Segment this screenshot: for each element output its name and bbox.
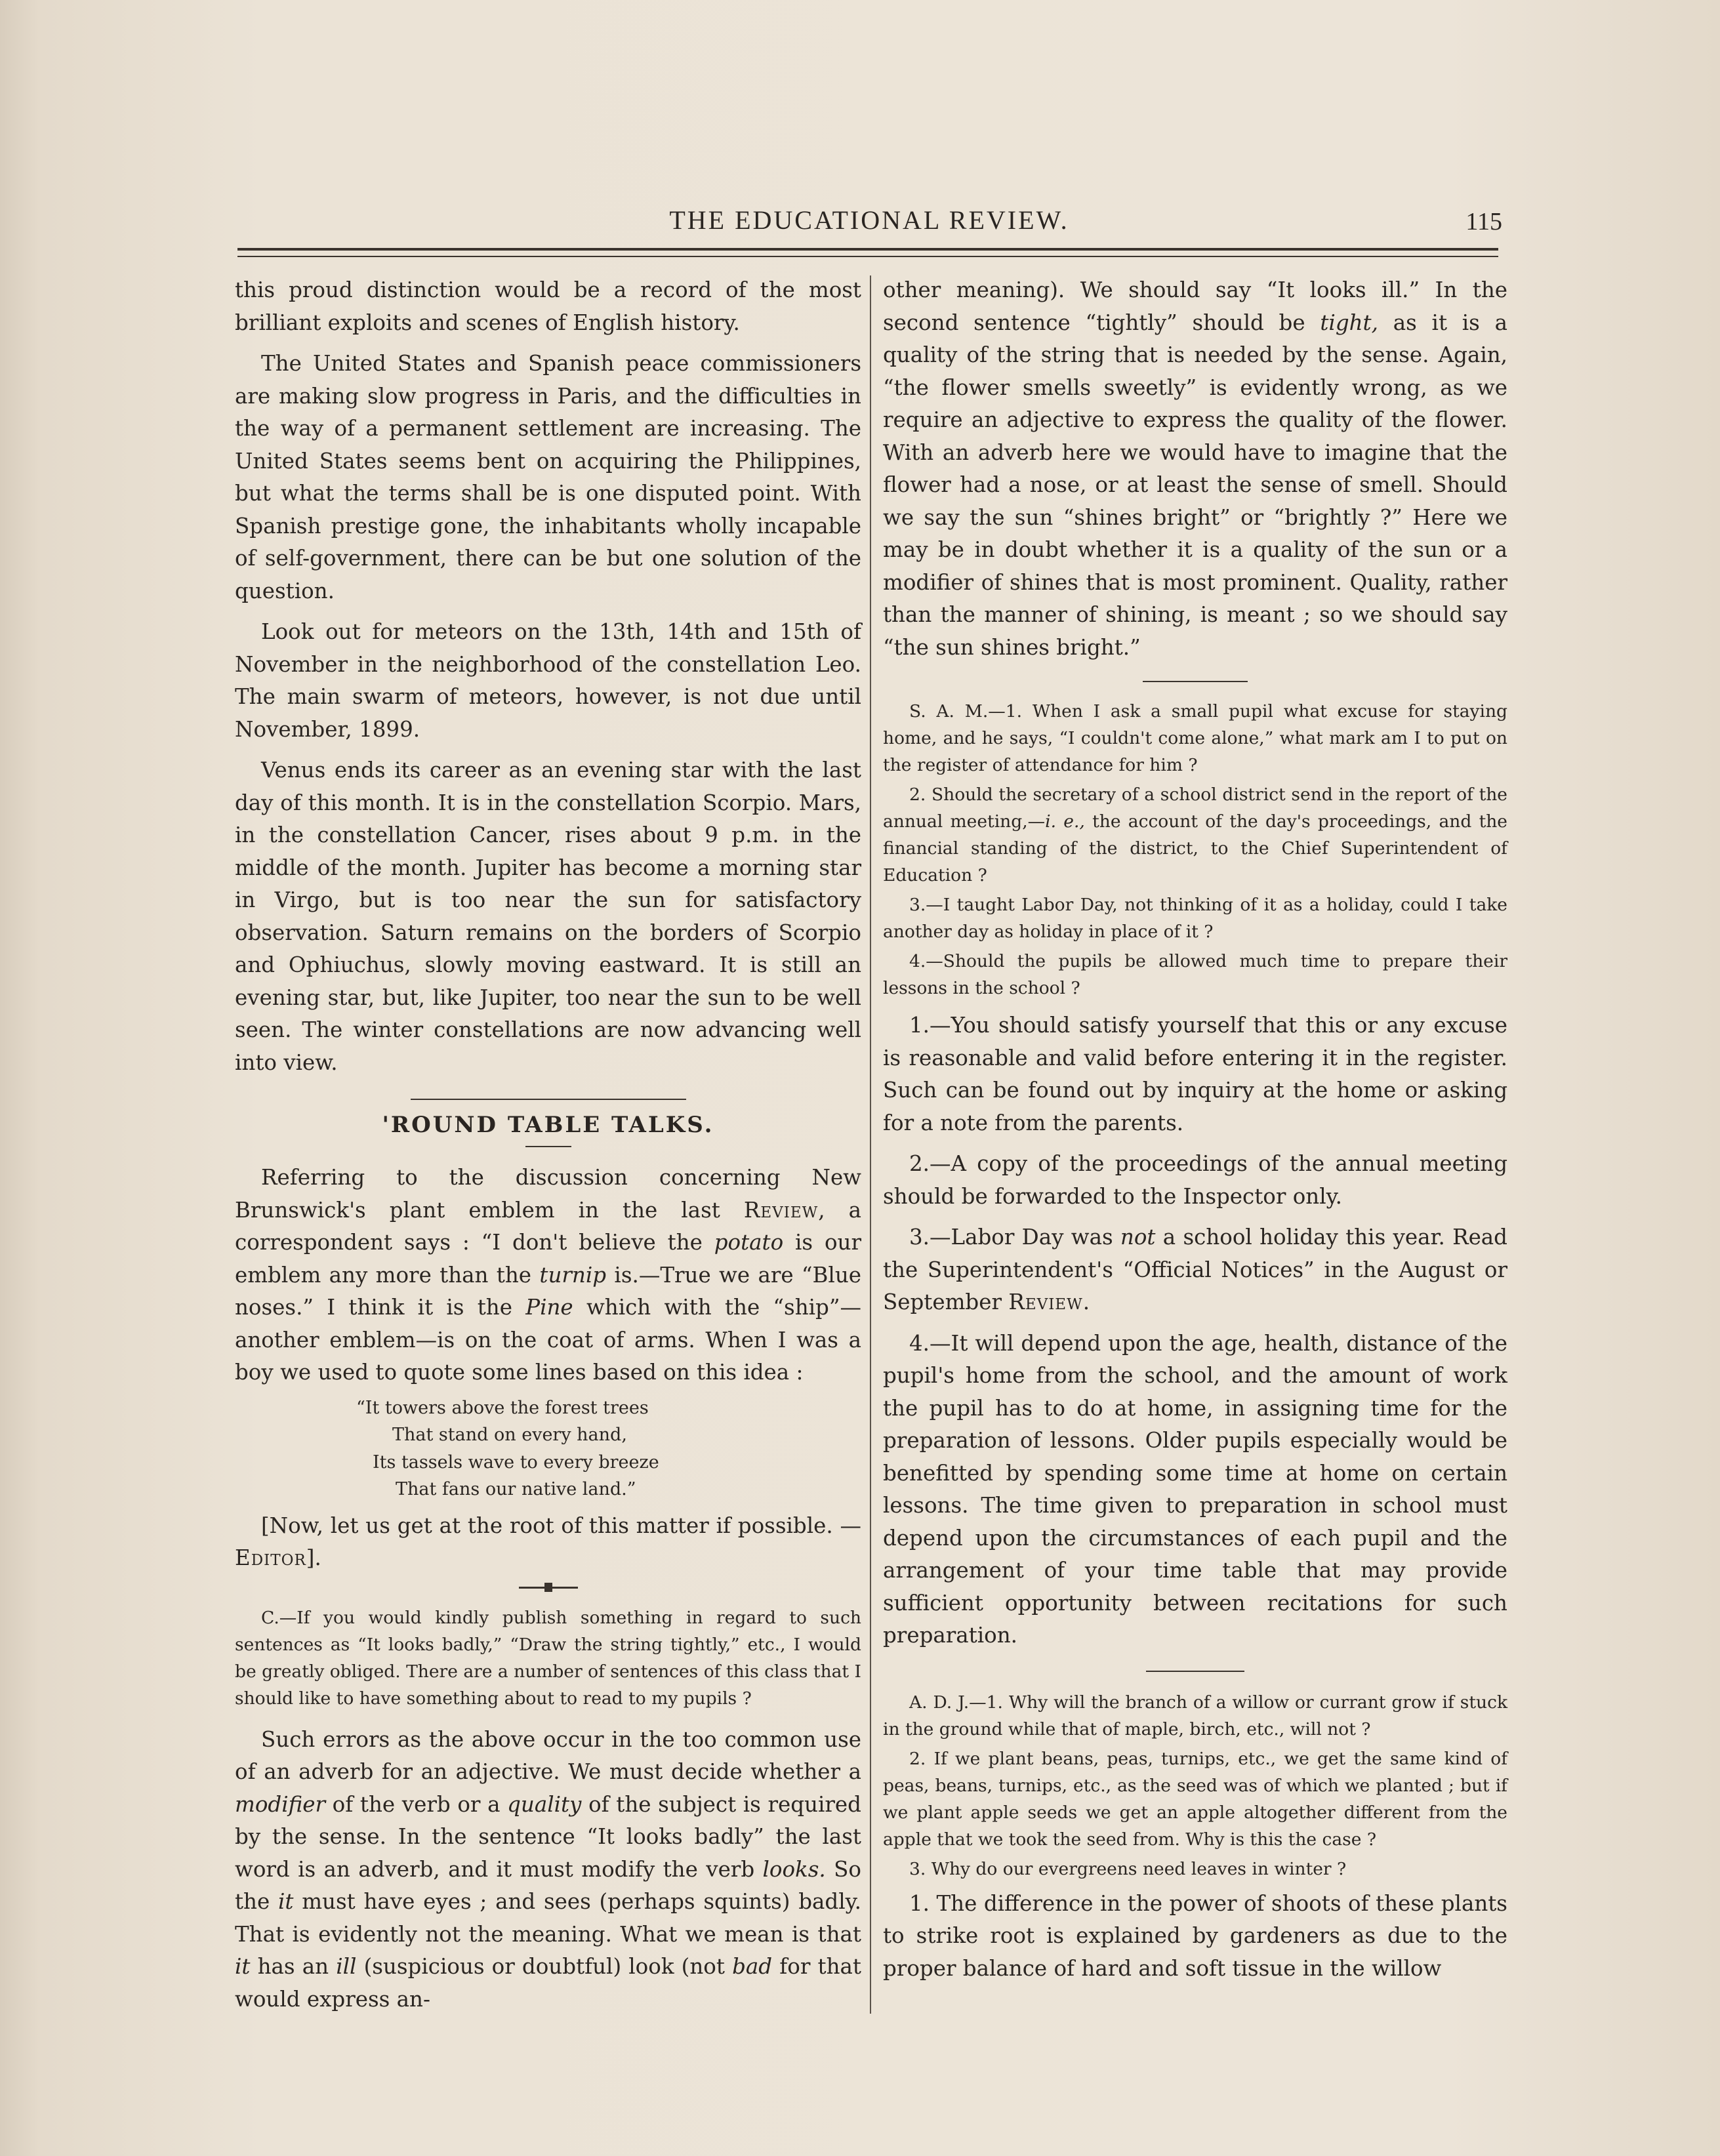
editor-note: [Now, let us get at the root of this matter if possible. —Editor].	[235, 1513, 861, 1570]
answer-text: 2.—A copy of the proceedings of the annual meeting should be forwarded to the Inspector only.	[883, 1151, 1507, 1209]
question-text: 3. Why do our evergreens need leaves in winter ?	[909, 1858, 1347, 1879]
heading-underline	[525, 1146, 571, 1147]
answer-text: 1.—You should satisfy yourself that this or any excuse is reasonable and valid before entering it in the register. Such can be found out by inquiry at the home or asking for a note from the parents.	[883, 1013, 1507, 1135]
answer-text: 4.—It will depend upon the age, health, distance of the pupil's home from the school, and the amount of work the pupil has to do at home, in assigning time for the preparation of lessons. Older pupils especially would be benefitted by spending some time at home on certain lessons. The time given to preparation in school must depend upon the circumstances of each pupil and the arrangement of your time table that may provide sufficient opportunity between recitations for such preparation.	[883, 1330, 1507, 1648]
answer-c-continuation: other meaning). We should say “It looks ill.” In the second sentence “tightly” should be tight, as it is a quality of the string that is needed by the sense. Again, “the flower smells sweetly” is evidently wrong, as we require an adjective to express the quality of the flower. With an adverb here we would have to imagine that the flower had a nose, or at least the sense of smell. Should we say the sun “shines bright” or “brightly ?” Here we may be in doubt whether it is a quality of the sun or a modifier of shines that is most prominent. Quality, rather than the manner of shining, is meant ; so we should say “the sun shines bright.”	[883, 277, 1507, 660]
question-text: 4.—Should the pupils be allowed much time to prepare their lessons in the school ?	[883, 951, 1507, 998]
section-heading: 'ROUND TABLE TALKS.	[382, 1112, 714, 1138]
answer-text: 3.—Labor Day was not a school holiday this year. Read the Superintendent's “Official Notices” in the August or September Review.	[883, 1225, 1507, 1314]
questions-sam	[883, 698, 1507, 1002]
paragraph-plant-emblem: Referring to the discussion concerning New Brunswick's plant emblem in the last Review, a correspondent says : “I don't believe the potato is our emblem any more than the turnip is.—True we are “Blue noses.” I think it is the Pine which with the “ship”—another emblem—is on the coat of arms. When I was a boy we used to quote some lines based on this idea :	[235, 1165, 861, 1385]
question-text: 2. If we plant beans, peas, turnips, etc., we get the same kind of peas, beans, turnips, etc., as the seed was of which we planted ; but if we plant apple seeds we get an apple altogether different from the apple that we took the seed from. Why is this the case ?	[883, 1748, 1507, 1850]
question-text: A. D. J.—1. Why will the branch of a willow or currant grow if stuck in the ground while that of maple, birch, etc., will not ?	[883, 1692, 1507, 1739]
poem-line: That stand on every hand,	[392, 1425, 627, 1445]
paragraph-meteors: Look out for meteors on the 13th, 14th and 15th of November in the neighborhood of the constellation Leo. The main swarm of meteors, however, is not due until November, 1899.	[235, 619, 861, 742]
question-c	[235, 1604, 861, 1712]
poem-line: That fans our native land.”	[396, 1479, 636, 1499]
poem-line: “It towers above the forest trees	[356, 1397, 649, 1418]
header-rule-thin	[237, 256, 1498, 257]
ornament-rule	[519, 1587, 578, 1589]
questions-adj	[883, 1689, 1507, 1882]
question-text: 2. Should the secretary of a school district send in the report of the annual meeting,—i. e., the account of the day's proceedings, and the financial standing of the district, to the Chief Superintendent of Education ?	[883, 784, 1507, 885]
section-rule	[1143, 681, 1248, 682]
section-rule	[1146, 1671, 1244, 1672]
paragraph-peace-commissioners: The United States and Spanish peace commissioners are making slow progress in Paris, and the difficulties in the way of a permanent settlement are increasing. The United States seems bent on acquiring the Philippines, but what the terms shall be is one disputed point. With Spanish prestige gone, the inhabitants wholly incapable of self-government, there can be but one solution of the question.	[235, 351, 861, 603]
section-rule	[411, 1099, 686, 1100]
answer-c: Such errors as the above occur in the too common use of an adverb for an adjective. We must decide whether a modifier of the verb or a quality of the subject is required by the sense. In the sentence “It looks badly” the last word is an adverb, and it must modify the verb looks. So the it must have eyes ; and sees (perhaps squints) badly. That is evidently not the meaning. What we mean is that it has an ill (suspicious or doubtful) look (not bad for that would express an-	[235, 1726, 861, 2012]
journal-title: THE EDUCATIONAL REVIEW.	[669, 205, 1069, 235]
header-rule-thick	[237, 248, 1498, 251]
question-text: C.—If you would kindly publish something in regard to such sentences as “It looks badly,” “Draw the string tightly,” etc., I would be greatly obliged. There are a number of sentences of this class that I should like to have something about to read to my pupils ?	[235, 1607, 861, 1709]
page-number: 115	[1465, 208, 1502, 235]
paragraph-planets: Venus ends its career as an evening star with the last day of this month. It is in the constellation Scorpio. Mars, in the constellation Cancer, rises about 9 p.m. in the middle of the month. Jupiter has become a morning star in Virgo, but is too near the sun for satisfactory observation. Saturn remains on the borders of Scorpio and Ophiuchus, slowly moving eastward. It is still an evening star, but, like Jupiter, too near the sun to be well seen. The winter constellations are now advancing well into view.	[235, 758, 861, 1075]
column-divider	[870, 275, 871, 2014]
question-text: S. A. M.—1. When I ask a small pupil what excuse for staying home, and he says, “I couldn't come alone,” what mark am I to put on the register of attendance for him ?	[883, 701, 1507, 775]
poem-quote	[235, 1394, 861, 1503]
right-column	[883, 274, 1507, 1985]
poem-line: Its tassels wave to every breeze	[373, 1452, 659, 1473]
answer-text: 1. The difference in the power of shoots of these plants to strike root is explained by gardeners as due to the proper balance of hard and soft tissue in the willow	[883, 1890, 1507, 1981]
running-header	[236, 205, 1502, 244]
question-text: 3.—I taught Labor Day, not thinking of it as a holiday, could I take another day as holiday in place of it ?	[883, 895, 1507, 942]
left-column	[235, 274, 861, 2016]
paragraph-continuation: this proud distinction would be a record of the most brilliant exploits and scenes of English history.	[235, 277, 861, 335]
